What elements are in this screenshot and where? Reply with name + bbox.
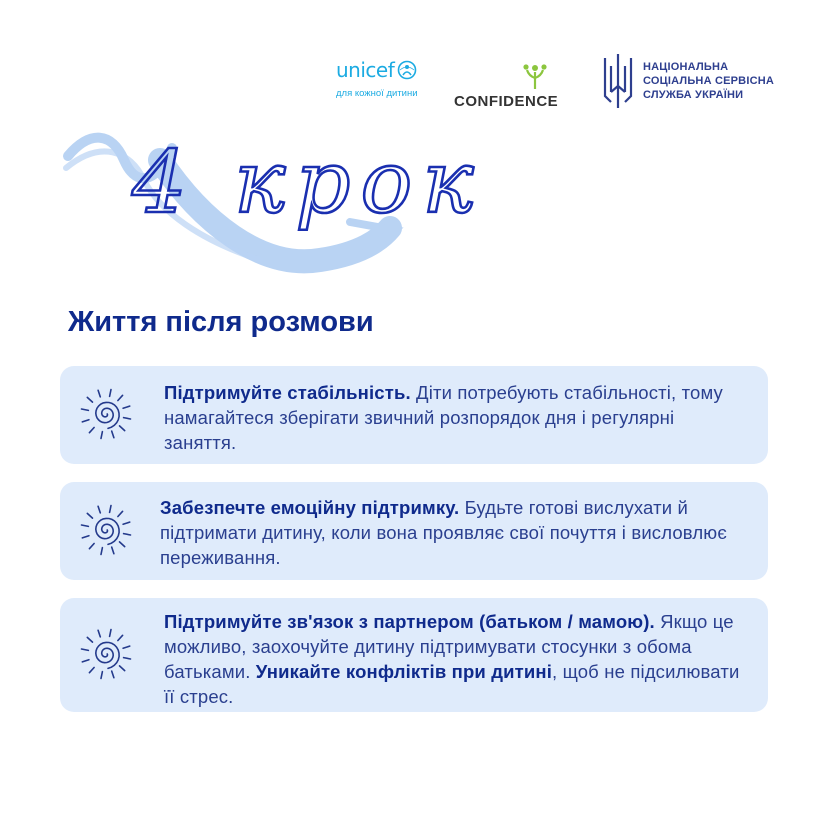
- tip-text-segment: Якщо це можливо, заохочуйте дитину підтримувати стосунки з обома батьками.: [164, 611, 734, 682]
- nssu-name: НАЦІОНАЛЬНА СОЦІАЛЬНА СЕРВІСНА СЛУЖБА УКРАЇНИ: [643, 61, 775, 101]
- tip-text-bold: Підтримуйте стабільність.: [164, 382, 411, 403]
- unicef-tagline: для кожної дитини: [336, 88, 418, 99]
- confidence-tree-icon: [520, 62, 550, 90]
- nssu-logo: [601, 52, 796, 112]
- tip-text: [164, 609, 746, 709]
- tip-card: [60, 598, 768, 712]
- step-heading: [60, 120, 484, 300]
- tip-text: [160, 495, 746, 570]
- tip-card: [60, 366, 768, 464]
- tip-text-segment: Діти потребують стабільності, тому намагайтеся зберігати звичний розпорядок дня і регулярні заняття.: [164, 382, 723, 453]
- confidence-logo: [454, 56, 586, 112]
- tip-text-bold: Уникайте конфліктів при дитині: [255, 661, 552, 682]
- step-title-text: 4 крок: [132, 133, 484, 233]
- sun-spiral-icon: [80, 624, 132, 682]
- tip-card: [60, 482, 768, 580]
- unicef-logo: [336, 58, 440, 99]
- partner-logos: [336, 52, 796, 116]
- step-title: [60, 120, 484, 300]
- nssu-trident-icon: [601, 52, 635, 110]
- tip-text-segment: Будьте готові вислухати й підтримати дитину, коли вона проявляє свої почуття і висловлює переживання.: [160, 497, 727, 568]
- tip-text-bold: Забезпечте емоційну підтримку.: [160, 497, 460, 518]
- unicef-name: unicef: [336, 58, 395, 82]
- confidence-name: CONFIDENCE: [454, 93, 559, 110]
- tip-text: [164, 380, 746, 455]
- tip-text-segment: , щоб не підсилювати її стрес.: [164, 661, 740, 707]
- page-title: Життя після розмови: [68, 306, 374, 338]
- sun-spiral-icon: [80, 384, 132, 442]
- tip-text-bold: Підтримуйте зв'язок з партнером (батьком / мамою).: [164, 611, 655, 632]
- sun-spiral-icon: [80, 500, 132, 558]
- unicef-logo-icon: [397, 60, 417, 80]
